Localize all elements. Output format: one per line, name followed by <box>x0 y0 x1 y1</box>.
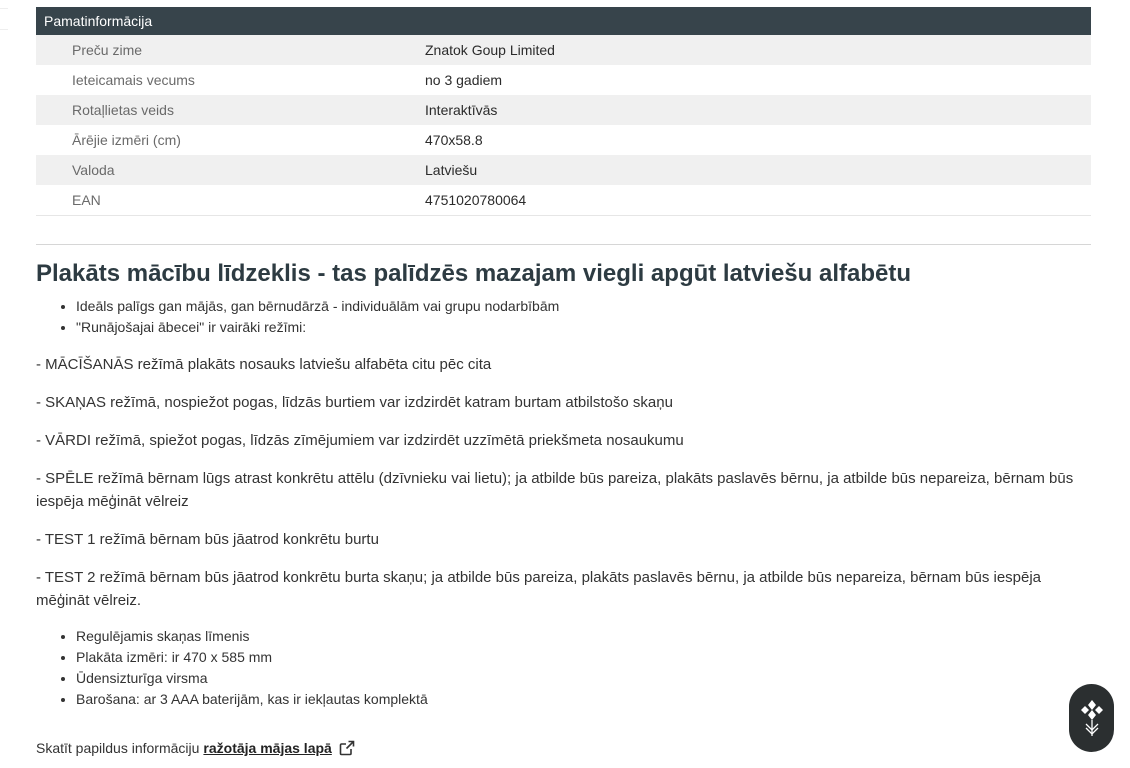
list-item: • Ideāls palīgs gan mājās, gan bērnudārzā - individuālām vai grupu nodarbībām <box>76 296 1091 317</box>
table-row <box>36 125 1091 155</box>
spec-value: Latviešu <box>425 155 1091 185</box>
spec-label: Ieteicamais vecums <box>36 65 425 95</box>
table-row <box>36 65 1091 95</box>
spec-label: Valoda <box>36 155 425 185</box>
list-item: • Barošana: ar 3 AAA baterijām, kas ir iekļautas komplektā <box>76 689 1091 710</box>
spec-value: 4751020780064 <box>425 185 1091 216</box>
mode-paragraph: - MĀCĪŠANĀS režīmā plakāts nosauks latviešu alfabēta citu pēc cita <box>36 356 492 373</box>
mode-paragraph: - TEST 1 režīmā bērnam būs jāatrod konkrētu burtu <box>36 531 379 548</box>
mode-paragraph: - SPĒLE režīmā bērnam lūgs atrast konkrētu attēlu (dzīvnieku vai lietu); ja atbilde būs pareiza, plakāts paslavēs bērnu, ja atbilde būs nepareiza, bērnam būs iespēja mēģināt vēlreiz <box>36 470 1074 510</box>
list-item: • "Runājošajai ābecei" ir vairāki režīmi: <box>76 317 1091 338</box>
more-info <box>36 740 1091 756</box>
table-row <box>36 185 1091 216</box>
spec-value: Znatok Goup Limited <box>425 35 1091 65</box>
table-row <box>36 155 1091 185</box>
list-item: • Regulējamis skaņas līmenis <box>76 626 1091 647</box>
spec-value: Interaktīvās <box>425 95 1091 125</box>
spec-label: Preču zime <box>36 35 425 65</box>
ornament-logo-icon <box>1077 694 1107 743</box>
mode-paragraph: - VĀRDI režīmā, spiežot pogas, līdzās zīmējumiem var izdzirdēt uzzīmētā priekšmeta nosaukumu <box>36 432 684 449</box>
description-title: Plakāts mācību līdzeklis - tas palīdzēs mazajam viegli apgūt latviešu alfabētu <box>36 260 911 287</box>
more-info-text: Skatīt papildus informāciju <box>36 740 200 756</box>
edge-fragment <box>0 8 8 30</box>
floating-badge-button[interactable] <box>1069 684 1114 752</box>
spec-value: 470x58.8 <box>425 125 1091 155</box>
spec-label: Ārējie izmēri (cm) <box>36 125 425 155</box>
spec-label: Rotaļlietas veids <box>36 95 425 125</box>
list-item: • Plakāta izmēri: ir 470 x 585 mm <box>76 647 1091 668</box>
spec-bullet-list <box>36 626 1091 710</box>
product-details <box>36 7 1091 756</box>
spec-label: EAN <box>36 185 425 216</box>
list-item: • Ūdensizturīga virsma <box>76 668 1091 689</box>
table-row <box>36 35 1091 65</box>
mode-paragraph: - SKAŅAS režīmā, nospiežot pogas, līdzās burtiem var izdzirdēt katram burtam atbilstošo skaņu <box>36 394 673 411</box>
feature-list <box>36 296 1091 338</box>
specs-table <box>36 35 1091 216</box>
manufacturer-link[interactable]: ražotāja mājas lapā <box>203 740 332 756</box>
external-link-icon[interactable] <box>339 740 355 756</box>
spec-value: no 3 gadiem <box>425 65 1091 95</box>
section-divider <box>36 244 1091 245</box>
mode-paragraph: - TEST 2 režīmā bērnam būs jāatrod konkrētu burta skaņu; ja atbilde būs pareiza, plakāts paslavēs bērnu, ja atbilde būs nepareiza, bērnam būs iespēja mēģināt vēlreiz. <box>36 569 1042 609</box>
specs-header: Pamatinformācija <box>36 7 1091 35</box>
table-row <box>36 95 1091 125</box>
